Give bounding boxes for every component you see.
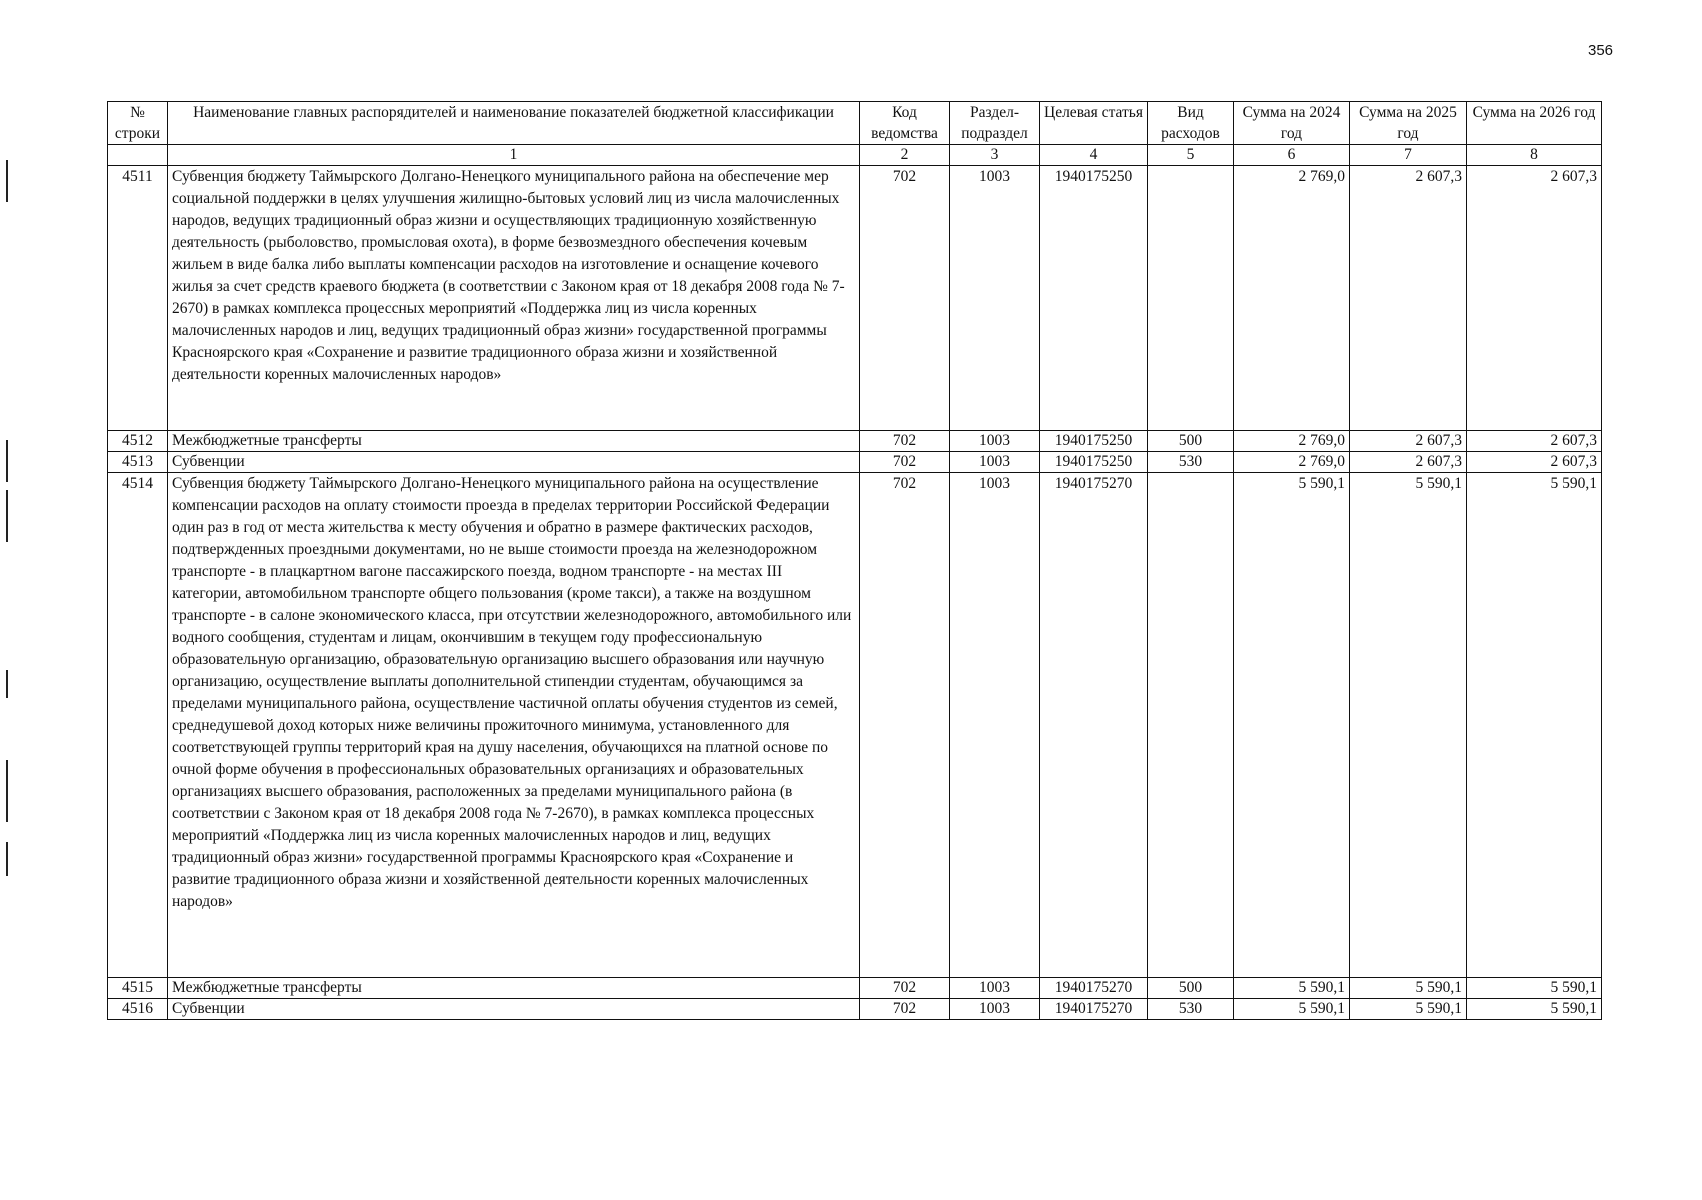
margin-mark [6,440,8,482]
row-sum-2026: 5 590,1 [1467,999,1602,1020]
row-expense-type: 530 [1148,452,1234,473]
table-row [108,166,1602,431]
row-name: Субвенция бюджету Таймырского Долгано-Ненецкого муниципального района на осуществление компенсации расходов на оплату стоимости проезда в пределах территории Российской Федерации один раз в год от места жительства к месту обучения и обратно в размере фактических расходов, подтвержденных проездными документами, но не выше стоимости проезда на железнодорожном транспорте - в плацкартном вагоне пассажирского поезда, водном транспорте - на местах III категории, автомобильном транспорте общего пользования (кроме такси), а также на воздушном транспорте - в салоне экономического класса, при отсутствии железнодорожного, автомобильного или водного сообщения, студентам и лицам, окончившим в текущем году профессиональную образовательную организацию, образовательную организацию высшего образования или научную организацию, осуществление выплаты дополнительной стипендии студентам, обучающимся за пределами муниципального района, осуществление частичной оплаты обучения студентов из семей, среднедушевой доход которых ниже величины прожиточного минимума, установленного для соответствующей группы территорий края на душу населения, обучающихся на платной основе по очной форме обучения в профессиональных образовательных организациях и образовательных организациях высшего образования, расположенных за пределами муниципального района (в соответствии с Законом края от 18 декабря 2008 года № 7-2670), в рамках комплекса процессных мероприятий «Поддержка лиц из числа коренных малочисленных народов и лиц, ведущих традиционный образ жизни» государственной программы Красноярского края «Сохранение и развитие традиционного образа жизни и хозяйственной деятельности коренных малочисленных народов» [168,473,860,978]
row-sum-2024: 2 769,0 [1234,452,1350,473]
row-target: 1940175250 [1040,166,1148,431]
row-sum-2026: 2 607,3 [1467,166,1602,431]
row-sum-2025: 2 607,3 [1350,452,1467,473]
row-sum-2026: 2 607,3 [1467,452,1602,473]
row-number: 4512 [108,431,168,452]
row-target: 1940175250 [1040,452,1148,473]
header-sum-2024: Сумма на 2024 год [1234,102,1350,145]
row-sum-2024: 5 590,1 [1234,999,1350,1020]
margin-mark [6,842,8,876]
page-number: 356 [1588,42,1614,59]
row-name: Межбюджетные трансферты [168,431,860,452]
row-dept-code: 702 [860,166,950,431]
row-number: 4513 [108,452,168,473]
row-expense-type: 500 [1148,431,1234,452]
row-section: 1003 [950,452,1040,473]
margin-mark [6,490,8,542]
header-name: Наименование главных распорядителей и наименование показателей бюджетной классификации [168,102,860,145]
row-target: 1940175270 [1040,999,1148,1020]
row-expense-type [1148,166,1234,431]
row-sum-2026: 5 590,1 [1467,473,1602,978]
row-sum-2025: 5 590,1 [1350,473,1467,978]
row-sum-2026: 2 607,3 [1467,431,1602,452]
row-sum-2025: 5 590,1 [1350,999,1467,1020]
row-dept-code: 702 [860,978,950,999]
row-name: Субвенции [168,452,860,473]
row-expense-type: 530 [1148,999,1234,1020]
budget-table [107,101,1602,1020]
row-target: 1940175250 [1040,431,1148,452]
header-target: Целевая статья [1040,102,1148,145]
row-sum-2024: 5 590,1 [1234,473,1350,978]
row-sum-2024: 2 769,0 [1234,431,1350,452]
row-name: Субвенция бюджету Таймырского Долгано-Ненецкого муниципального района на обеспечение мер социальной поддержки в целях улучшения жилищно-бытовых условий лиц из числа малочисленных народов, ведущих традиционный образ жизни и осуществляющих традиционную хозяйственную деятельность (рыболовство, промысловая охота), в форме безвозмездного обеспечения кочевым жильем в виде балка либо выплаты компенсации расходов на изготовление и оснащение кочевого жилья за счет средств краевого бюджета (в соответствии с Законом края от 18 декабря 2008 года № 7-2670) в рамках комплекса процессных мероприятий «Поддержка лиц из числа коренных малочисленных народов и лиц, ведущих традиционный образ жизни» государственной программы Красноярского края «Сохранение и развитие традиционного образа жизни и хозяйственной деятельности коренных малочисленных народов» [168,166,860,431]
column-number: 2 [860,145,950,166]
row-number: 4516 [108,999,168,1020]
row-target: 1940175270 [1040,978,1148,999]
margin-mark [6,160,8,202]
header-expense-type: Вид расходов [1148,102,1234,145]
row-expense-type [1148,473,1234,978]
row-number: 4514 [108,473,168,978]
column-number: 1 [168,145,860,166]
column-number: 8 [1467,145,1602,166]
column-number: 3 [950,145,1040,166]
row-section: 1003 [950,999,1040,1020]
table-row [108,452,1602,473]
row-sum-2024: 5 590,1 [1234,978,1350,999]
table-row [108,473,1602,978]
table-row [108,999,1602,1020]
margin-mark [6,670,8,698]
row-dept-code: 702 [860,473,950,978]
table-row [108,978,1602,999]
row-section: 1003 [950,431,1040,452]
column-number-row [108,145,1602,166]
row-sum-2025: 2 607,3 [1350,431,1467,452]
margin-mark [6,760,8,822]
header-row [108,102,1602,145]
header-row-no: № строки [108,102,168,145]
column-number: 5 [1148,145,1234,166]
row-dept-code: 702 [860,452,950,473]
row-section: 1003 [950,473,1040,978]
column-number: 6 [1234,145,1350,166]
column-number: 4 [1040,145,1148,166]
row-number: 4515 [108,978,168,999]
row-name: Межбюджетные трансферты [168,978,860,999]
row-dept-code: 702 [860,431,950,452]
table-row [108,431,1602,452]
row-section: 1003 [950,978,1040,999]
row-number: 4511 [108,166,168,431]
header-sum-2025: Сумма на 2025 год [1350,102,1467,145]
row-sum-2025: 5 590,1 [1350,978,1467,999]
row-sum-2025: 2 607,3 [1350,166,1467,431]
header-section: Раздел-подраздел [950,102,1040,145]
column-number: 7 [1350,145,1467,166]
row-section: 1003 [950,166,1040,431]
row-target: 1940175270 [1040,473,1148,978]
header-sum-2026: Сумма на 2026 год [1467,102,1602,145]
header-dept-code: Код ведомства [860,102,950,145]
row-dept-code: 702 [860,999,950,1020]
row-sum-2026: 5 590,1 [1467,978,1602,999]
row-expense-type: 500 [1148,978,1234,999]
row-sum-2024: 2 769,0 [1234,166,1350,431]
row-name: Субвенции [168,999,860,1020]
column-number [108,145,168,166]
